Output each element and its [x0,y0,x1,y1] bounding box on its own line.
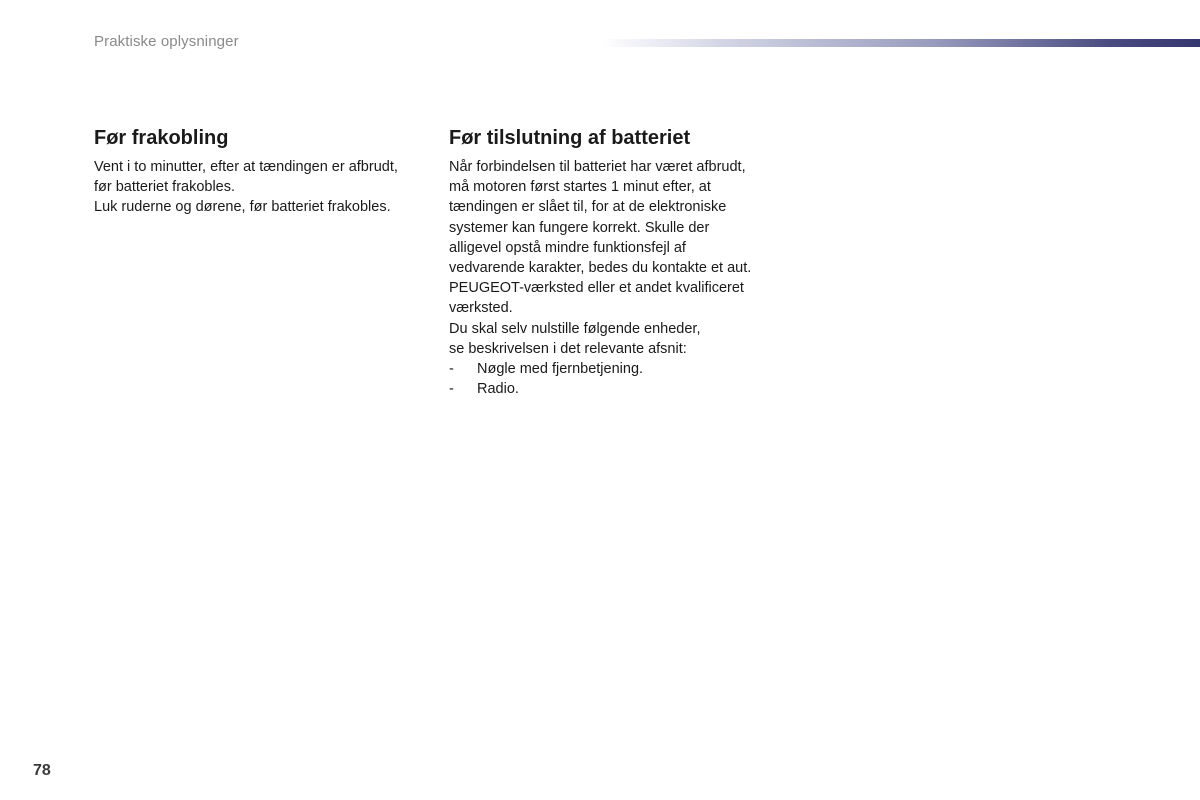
right-heading: Før tilslutning af batteriet [449,127,691,149]
list-item-text: Nøgle med fjernbetjening. [477,361,644,378]
list-dash: - [449,361,454,378]
list-dash: - [449,381,454,398]
right-column [449,125,789,399]
left-paragraph-2: Luk ruderne og dørene, før batteriet frakobles. [94,199,391,216]
list-item [449,359,789,379]
list-item-text: Radio. [477,381,519,398]
right-paragraph-2: Du skal selv nulstille følgende enheder, se beskrivelsen i det relevante afsnit: [449,320,701,357]
list-item [449,379,789,399]
left-paragraph-1: Vent i to minutter, efter at tændingen er afbrudt, før batteriet frakobles. [94,159,398,196]
header-gradient-bar [600,39,1200,47]
reset-list [449,359,789,399]
left-column [94,125,434,218]
left-heading: Før frakobling [94,127,229,149]
page-number: 78 [33,762,51,779]
section-title: Praktiske oplysninger [94,33,239,50]
right-paragraph-1: Når forbindelsen til batteriet har været afbrudt, må motoren først startes 1 minut efter, at tændingen er slået til, for at de elektroniske systemer kan fungere korrekt. Skulle der alligevel opstå mindre funktionsfejl af vedvarende karakter, bedes du kontakte et aut. PEUGEOT-værksted eller et andet kvalificeret værksted. [449,159,752,317]
